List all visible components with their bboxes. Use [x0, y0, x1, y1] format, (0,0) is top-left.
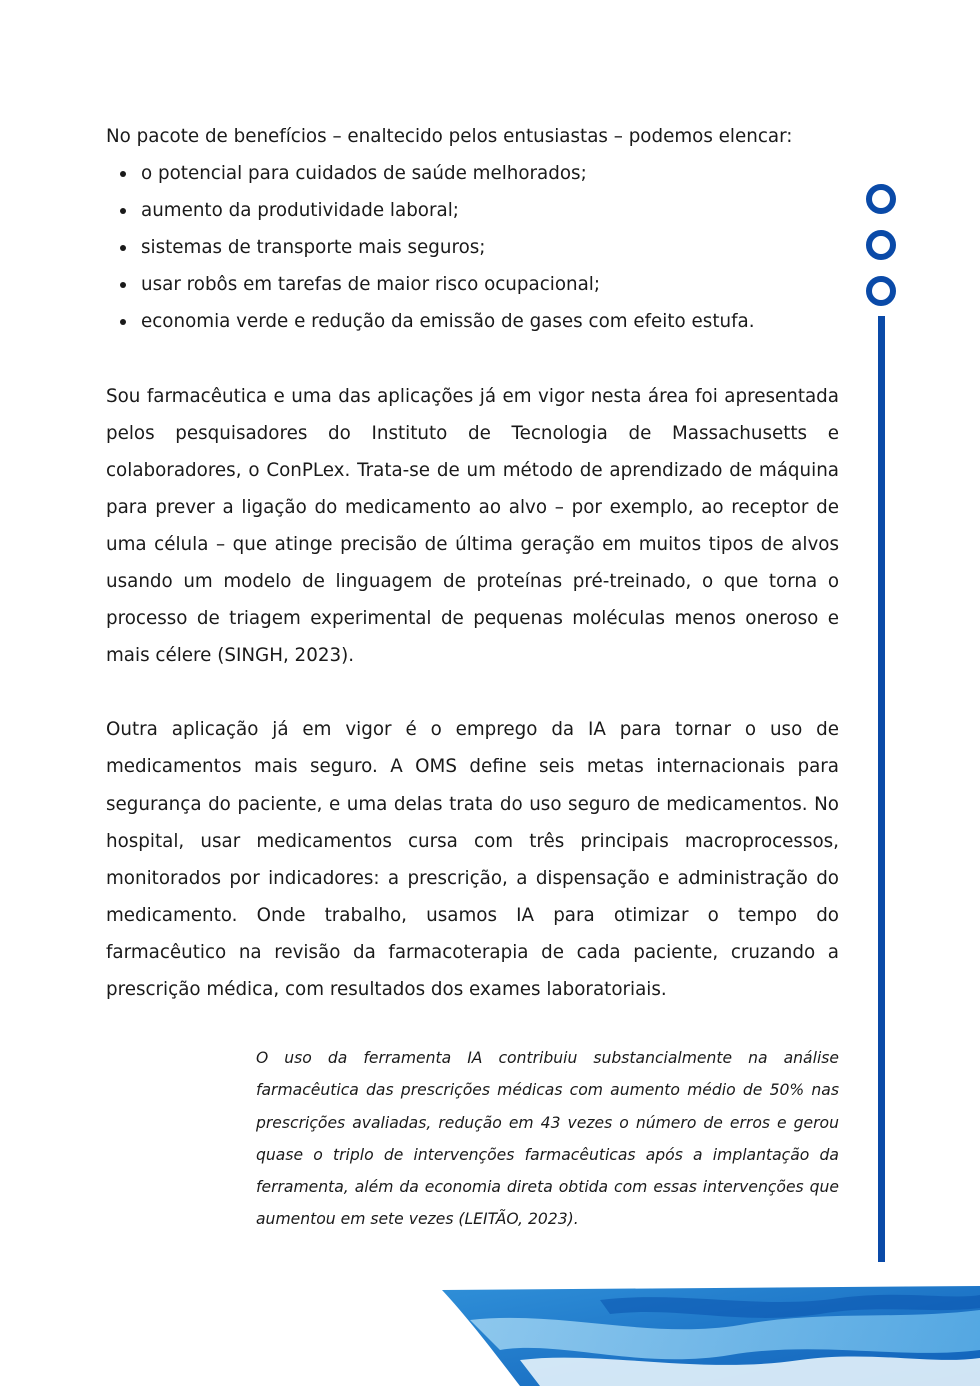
list-item: o potencial para cuidados de saúde melhorados; — [106, 155, 839, 192]
vertical-accent-line — [878, 316, 885, 1262]
circle-ring-icon — [866, 184, 896, 214]
list-item: usar robôs em tarefas de maior risco ocupacional; — [106, 266, 839, 303]
list-item: economia verde e redução da emissão de gases com efeito estufa. — [106, 303, 839, 340]
circle-ring-icon — [866, 276, 896, 306]
paragraph-conplex: Sou farmacêutica e uma das aplicações já em vigor nesta área foi apresentada pelos pesquisadores do Instituto de Tecnologia de Massachusetts e colaboradores, o ConPLex. Trata-se de um método de aprendizado de máquina para prever a ligação do medicamento ao alvo – por exemplo, ao receptor de uma célula – que atinge precisão de última geração em muitos tipos de alvos usando um modelo de linguagem de proteínas pré-treinado, o que torna o processo de triagem experimental de pequenas moléculas menos oneroso e mais célere (SINGH, 2023). — [106, 385, 839, 667]
block-quote: O uso da ferramenta IA contribuiu substancialmente na análise farmacêutica das prescrições médicas com aumento médio de 50% nas prescrições avaliadas, redução em 43 vezes o número de erros e gerou quase o triplo de intervenções farmacêuticas após a implantação da ferramenta, além da economia direta obtida com essas intervenções que aumentou em sete vezes (LEITÃO, 2023). — [256, 1049, 839, 1229]
intro-text: No pacote de benefícios – enaltecido pelos entusiastas – podemos elencar: — [106, 126, 793, 147]
list-item: aumento da produtividade laboral; — [106, 192, 839, 229]
benefits-list — [106, 155, 839, 340]
list-item: sistemas de transporte mais seguros; — [106, 229, 839, 266]
paragraph-medication-safety: Outra aplicação já em vigor é o emprego da IA para tornar o uso de medicamentos mais seguro. A OMS define seis metas internacionais para segurança do paciente, e uma delas trata do uso seguro de medicamentos. No hospital, usar medicamentos cursa com três principais macroprocessos, monitorados por indicadores: a prescrição, a dispensação e administração do medicamento. Onde trabalho, usamos IA para otimizar o tempo do farmacêutico na revisão da farmacoterapia de cada paciente, cruzando a prescrição médica, com resultados dos exames laboratoriais. — [106, 719, 839, 1000]
blue-waves-decoration — [0, 1280, 980, 1386]
circle-ring-icon — [866, 230, 896, 260]
main-content — [106, 118, 839, 1008]
